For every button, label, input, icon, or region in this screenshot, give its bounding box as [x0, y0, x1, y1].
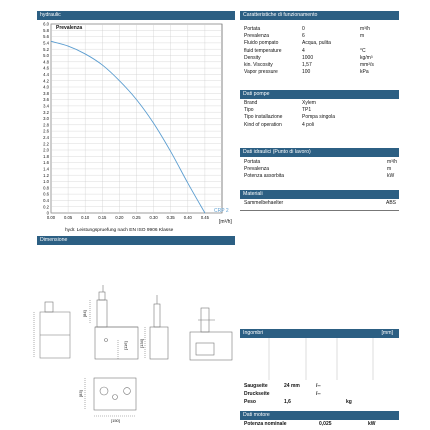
ingombri-grid — [240, 338, 399, 380]
y-tick-label: 5.0 — [43, 53, 49, 59]
y-tick-label: 5.2 — [43, 46, 49, 52]
drawing-view-top — [78, 378, 136, 423]
table-row: Tipo TP1 — [244, 107, 312, 114]
x-tick-label: 0.45 — [200, 215, 209, 220]
ingombri-header — [240, 329, 399, 338]
x-tick-label: 0.30 — [149, 215, 158, 220]
ingombri-title: Ingombri — [243, 330, 264, 336]
table-row: Brand Xylem — [244, 100, 316, 106]
table-row: kin. Viscosity 1,57 mm²/s — [244, 62, 374, 69]
y-tick-label: 0.4 — [43, 198, 49, 203]
x-tick-label: 0.40 — [183, 215, 192, 220]
y-tick-label: 0.2 — [43, 204, 49, 210]
y-tick-label: 5.8 — [43, 27, 49, 33]
y-tick-label: 0.6 — [43, 191, 49, 197]
x-tick-label: 0.00 — [46, 215, 56, 220]
y-tick-label: 3.0 — [43, 116, 49, 122]
y-tick-label: 5.6 — [43, 34, 49, 40]
y-tick-label: 0.8 — [43, 185, 49, 191]
table-row: Potenza nominale 0,025 kW — [244, 421, 376, 427]
y-tick-label: 1.4 — [43, 166, 49, 172]
table-row: Vapor pressure 100 kPa — [244, 69, 369, 76]
series-line-crp2 — [51, 41, 205, 213]
y-tick-label: 3.4 — [43, 103, 49, 109]
table-row: Tipo installazione Pompa singola — [244, 114, 336, 121]
caratteristiche-table — [244, 26, 390, 76]
chart-grid — [51, 24, 222, 213]
table-row: Portata 0 m³/h — [244, 26, 370, 32]
dimension-section-header: Dimensione — [37, 236, 235, 245]
divider — [240, 210, 399, 211]
ingombri-unit: [mm] — [381, 330, 393, 336]
table-row: Kind of operation 4 poli — [244, 121, 314, 128]
x-tick-label: 0.35 — [166, 215, 175, 220]
drawing-view-back — [190, 308, 232, 360]
y-tick-label: 2.0 — [43, 147, 49, 153]
y-tick-label: 0 — [46, 210, 49, 216]
y-tick-label: 1.2 — [43, 172, 49, 178]
x-tick-label: 0.20 — [115, 215, 124, 220]
drawing-label-134: [134] — [139, 339, 144, 348]
chart-footnote: hydr. Leistungspruefung nach EN ISO 9906 Klasse — [65, 228, 174, 233]
chart-y-tick-labels — [43, 22, 49, 216]
y-tick-label: 2.2 — [43, 141, 49, 147]
y-tick-label: 2.4 — [43, 135, 49, 140]
dati-pompe-table — [244, 100, 360, 129]
y-tick-label: 5.4 — [43, 40, 49, 46]
table-row: Fluido pompato Acqua, pulita — [244, 40, 331, 47]
dati-pompe-header: Dati pompe — [240, 90, 399, 99]
chart-x-axis-label: [m³/h] — [219, 219, 232, 225]
table-row: fluid temperature 4 °C — [244, 47, 366, 54]
y-tick-label: 1.0 — [43, 179, 49, 185]
hydraulic-section-header: hydraulic — [37, 11, 235, 20]
table-row: Peso 1,6 kg — [244, 399, 352, 405]
y-tick-label: 6.0 — [43, 21, 49, 27]
y-tick-label: 3.2 — [43, 109, 49, 115]
y-tick-label: 4.2 — [43, 78, 49, 84]
drawing-label-83: [83] — [78, 390, 83, 397]
y-tick-label: 4.4 — [43, 72, 49, 77]
materiali-header: Materiali — [240, 190, 399, 199]
dati-motore-table — [244, 421, 376, 428]
x-tick-label: 0.05 — [64, 215, 73, 220]
dati-idraulici-header: Dati idraulici (Punto di lavoro) — [240, 148, 399, 157]
dati-motore-header: Dati motore — [240, 411, 399, 420]
y-tick-label: 2.6 — [43, 128, 49, 134]
y-tick-label: 1.6 — [43, 160, 49, 166]
y-tick-label: 4.8 — [43, 59, 49, 65]
x-tick-label: 0.15 — [98, 215, 107, 220]
table-row: Sammelbehaelter ABS — [244, 200, 396, 206]
drawing-label-84: [84] — [82, 310, 87, 317]
drawing-view-front — [82, 285, 138, 359]
drawing-view-side — [34, 302, 70, 358]
table-row: Density 1000 kg/m³ — [244, 54, 373, 61]
drawing-view-narrow — [139, 295, 168, 359]
table-row: Saugseite 24 mm /-- — [244, 383, 321, 389]
y-tick-label: 3.6 — [43, 97, 49, 103]
table-row: Druckseite /-- — [244, 391, 321, 397]
materiali-table — [244, 200, 396, 207]
drawing-label-116: [116] — [123, 341, 128, 350]
chart-y-axis-label: Prevalenza — [56, 25, 83, 31]
dati-idraulici-table — [244, 159, 417, 181]
y-tick-label: 4.0 — [43, 84, 49, 90]
chart-x-tick-labels — [47, 215, 210, 220]
y-tick-label: 2.8 — [43, 122, 49, 128]
table-row: Portata m³/h — [244, 159, 397, 165]
table-row: Prevalenza m — [244, 166, 392, 173]
x-tick-label: 0.10 — [81, 215, 90, 220]
x-tick-label: 0.25 — [132, 215, 141, 220]
caratteristiche-header: Caratteristiche di funzionamento — [240, 11, 399, 20]
table-row: Potenza assorbita kW — [244, 173, 395, 180]
table-row: Prevalenza 6 m — [244, 33, 365, 40]
ingombri-table — [244, 382, 366, 406]
chart-series-label: CRP 2 — [214, 208, 229, 214]
drawing-label-150: [150] — [111, 418, 120, 423]
y-tick-label: 1.8 — [43, 153, 49, 159]
y-tick-label: 3.8 — [43, 90, 49, 96]
y-tick-label: 4.6 — [43, 65, 49, 71]
